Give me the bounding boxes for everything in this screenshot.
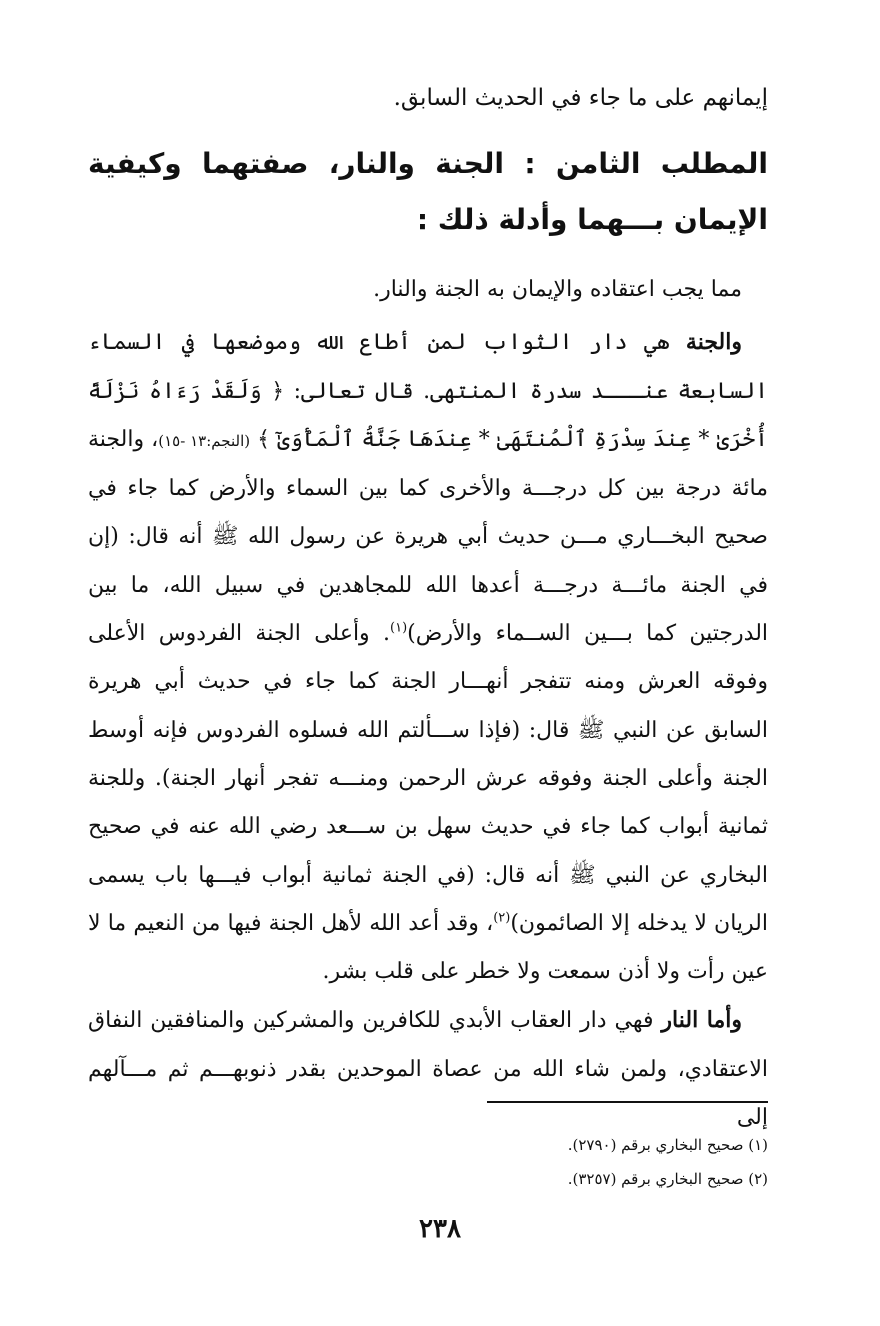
quran-citation: (النجم:١٣ -١٥) bbox=[158, 431, 251, 450]
page-number: ٢٣٨ bbox=[419, 1214, 461, 1244]
section-title: المطلب الثامن : الجنة والنار، صفتهما وكيفية الإيمان بـــهما وأدلة ذلك : bbox=[88, 147, 768, 236]
footnote-divider bbox=[487, 1101, 768, 1103]
intro-paragraph: مما يجب اعتقاده والإيمان به الجنة والنار. bbox=[373, 277, 742, 302]
paradise-text-d: ، وقد أعد الله لأهل الجنة فيها من النعيم ما لا عين رأت ولا أذن سمعت ولا خطر على قلب بشر. bbox=[88, 910, 768, 985]
footnote-ref-2: (٢) bbox=[493, 910, 511, 926]
footnote-ref-1: (١) bbox=[390, 620, 408, 636]
page-body bbox=[88, 70, 768, 1142]
hellfire-paragraph bbox=[88, 996, 768, 1142]
footnotes bbox=[88, 1128, 768, 1196]
intro-line: إيمانهم على ما جاء في الحديث السابق. bbox=[393, 85, 768, 111]
footnote-1: (١) صحيح البخاري برقم (٢٧٩٠). bbox=[567, 1136, 768, 1154]
hellfire-text: فهي دار العقاب الأبدي للكافرين والمشركين والمنافقين النفاق الاعتقادي، ولمن شاء الله من عصاة الموحدين بقدر ذنوبهـــم ثم مـــآلهم إلى bbox=[88, 1008, 768, 1131]
hellfire-lead: وأما النار bbox=[661, 1007, 742, 1034]
footnote-2: (٢) صحيح البخاري برقم (٣٢٥٧). bbox=[567, 1170, 768, 1188]
paradise-text-b: ، والجنة مائة درجة بين كل درجـــة والأخرى كما بين السماء والأرض كما جاء في صحيح البخـــاري مـــن حديث أبي هريرة عن رسول الله ﷺ أنه قال: (إن في الجنة مائـــة درجـــة أعدها الله للمجاهدين في سبيل الله، ما بين الدرجتين كما بـــين الســماء والأرض) bbox=[88, 426, 769, 647]
paradise-paragraph bbox=[88, 318, 768, 996]
paradise-text-a: هي دار الثواب لمن أطاع الله وموضعها في السماء السابعة عنـــد سدرة المنتهى. قال تعالى: ﴿ وَلَقَدْ رَءَاهُ نَزْلَةً أُخْرَىٰ * عِندَ سِدْرَةِ ٱلْمُنتَهَىٰ * عِندَهَا جَنَّةُ ٱلْمَأْوَىٰٓ ﴾ bbox=[88, 330, 769, 452]
paradise-lead: والجنة bbox=[685, 329, 742, 356]
paradise-text-c: . وأعلى الجنة الفردوس الأعلى وفوقه العرش ومنه تتفجر أنهـــار الجنة كما جاء في حديث أبي هريرة السابق عن النبي ﷺ قال: (فإذا ســـألتم الله فسلوه الفردوس فإنه أوسط الجنة وأعلى الجنة وفوقه عرش الرحمن ومنـــه تفجر أنهار الجنة). وللجنة ثمانية أبواب كما جاء في حديث سهل بن ســـعد رضي الله عنه في صحيح البخاري عن النبي ﷺ أنه قال: (في الجنة ثمانية أبواب فيـــها باب يسمى الريان لا يدخله إلا الصائمون) bbox=[88, 621, 768, 936]
